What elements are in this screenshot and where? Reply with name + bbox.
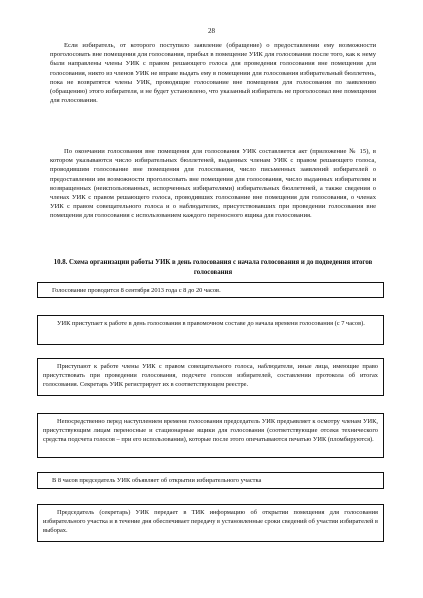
paragraph-home-voting-arrival: Если избиратель, от которого поступило заявление (обращение) о предоставлении ему возможности проголосовать вне помещения для голосования, прибыл в помещение УИК для голосования после того, как к нему были направлены члены УИК с правом решающего голоса для проведения голосования вне помещения для голосования, никто из членов УИК не вправе выдать ему в помещении для голосования избирательный бюллетень, пока не возвратятся члены УИК, проводящие голосование вне помещения для голосования по заявлению (обращению) этого избирателя, и не будет установлено, что указанный избиратель не проголосовал вне помещения для голосования. — [50, 42, 376, 105]
flow-box-ballot-boxes-sealing — [37, 413, 384, 458]
page-number: 28 — [208, 27, 215, 35]
paragraph-home-voting-act: По окончании голосования вне помещения для голосования УИК составляется акт (приложение № 15), в котором указываются число избирательных бюллетеней, выданных членам УИК с правом решающего голоса, проводившим голосование вне помещения для голосования, число письменных заявлений избирателей о предоставлении им возможности проголосовать вне помещения для голосования, число выданных избирателям и возвращенных (неиспользованных, испорченных избирателями) избирательных бюллетеней, а также сведения о членах УИК с правом решающего голоса, проводивших голосование вне помещения для голосования, о членах УИК с правом совещательного голоса и о наблюдателях, присутствовавших при проведении голосования вне помещения для голосования с использованием каждого переносного ящика для голосования. — [50, 148, 376, 220]
flow-box-commission-starts — [37, 315, 384, 345]
flow-box-text: Непосредственно перед наступлением времени голосования председатель УИК предъявляет к осмотру членам УИК, присутствующим лицам переносные и стационарные ящики для голосования (соответствующие отсеки технического средства подсчета голосов – при его использовании), которые после этого опечатываются печатью УИК (пломбируются). — [43, 418, 378, 443]
flow-box-text: Приступают к работе члены УИК с правом совещательного голоса, наблюдатели, иные лица, имеющие право присутствовать при проведении голосования, подсчете голосов избирателей, составлении протокола об итогах голосования. Секретарь УИК регистрирует их в соответствующем реестре. — [43, 363, 378, 388]
section-heading: 10.8. Схема организации работы УИК в день голосования с начала голосования и до подведения итогов голосования — [53, 259, 373, 276]
flow-box-voting-hours — [37, 282, 384, 298]
flow-box-turnout-reporting — [37, 504, 384, 542]
flow-box-station-opening — [37, 472, 384, 489]
flow-box-text: Председатель (секретарь) УИК передает в ТИК информацию об открытии помещения для голосования избирательного участка и в течение дня обеспечивает передачу в установленные сроки сведений об участии избирателей в выборах. — [43, 509, 378, 534]
flow-box-text: В 8 часов председатель УИК объявляет об открытии избирательного участка — [52, 477, 262, 484]
flow-box-observers-registration — [37, 358, 384, 396]
flow-box-text: Голосование проводится 8 сентября 2013 года с 8 до 20 часов. — [52, 287, 221, 294]
flow-box-text: УИК приступает к работе в день голосования в правомочном составе до начала времени голосования (с 7 часов). — [57, 320, 365, 327]
